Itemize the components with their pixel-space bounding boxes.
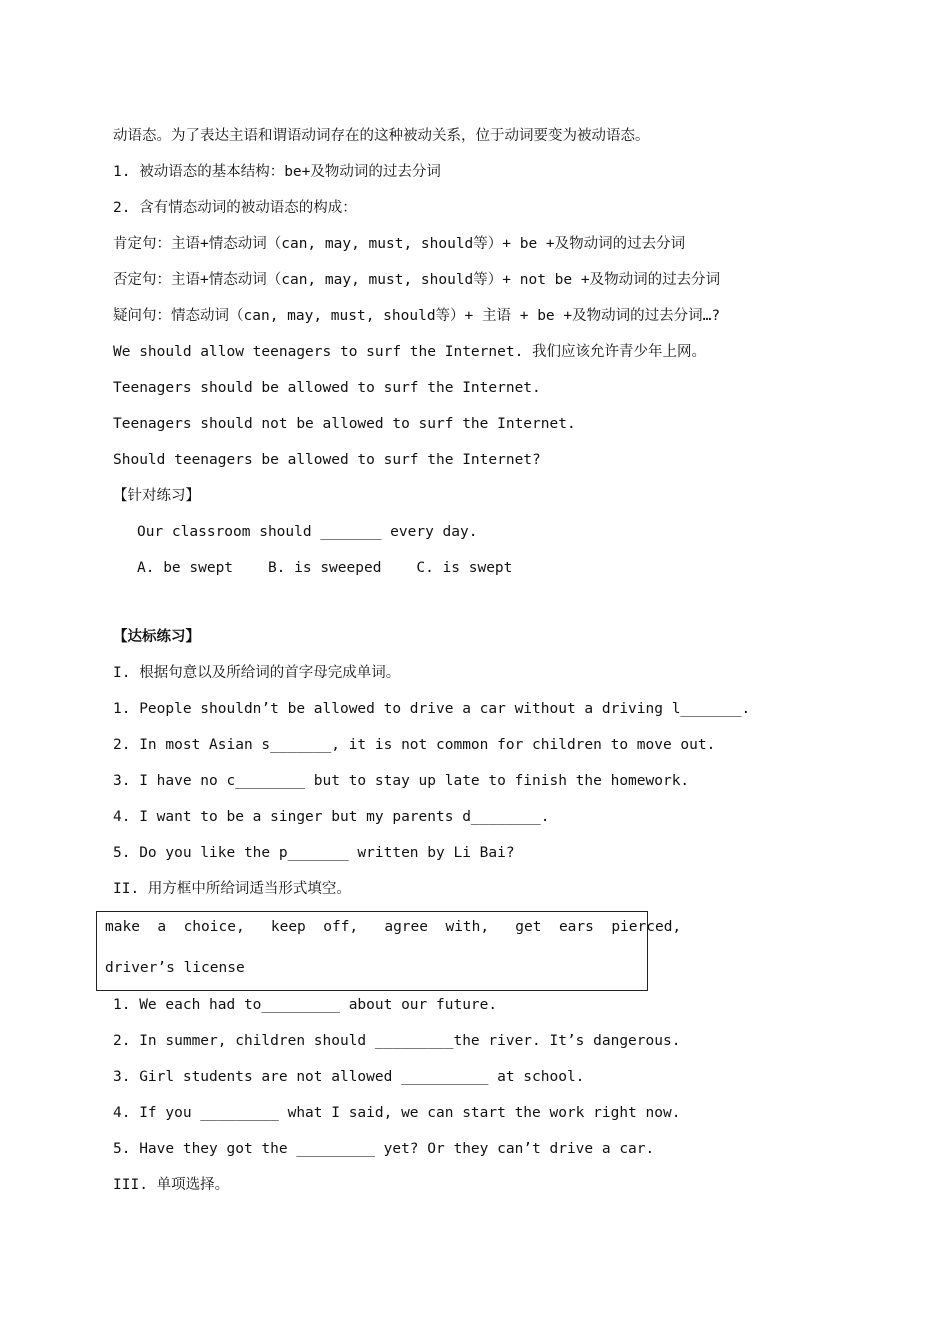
section-3-title: III. 单项选择。 — [113, 1177, 230, 1193]
structure-rule-1: 1. 被动语态的基本结构：be+及物动词的过去分词 — [113, 164, 441, 180]
structure-rule-2: 2. 含有情态动词的被动语态的构成： — [113, 200, 357, 216]
practice-options: A. be swept B. is sweeped C. is swept — [137, 560, 513, 576]
section-2-item-1: 1. We each had to_________ about our future. — [113, 997, 498, 1013]
section-2-item-5: 5. Have they got the _________ yet? Or they can’t drive a car. — [113, 1141, 655, 1157]
section-1-item-1: 1. People shouldn’t be allowed to drive a car without a driving l_______. — [113, 701, 751, 717]
exercise-heading: 【达标练习】 — [113, 629, 200, 645]
example-passive: Teenagers should be allowed to surf the Internet. — [113, 380, 541, 396]
word-box-line-2: driver’s license — [105, 960, 245, 976]
section-2-title: II. 用方框中所给词适当形式填空。 — [113, 881, 351, 897]
word-box-line-1: make a choice, keep off, agree with, get ears pierced, — [105, 919, 682, 935]
section-1-title: I. 根据句意以及所给词的首字母完成单词。 — [113, 665, 401, 681]
practice-heading: 【针对练习】 — [113, 488, 200, 504]
negative-rule: 否定句：主语+情态动词（can, may, must, should等）+ not be +及物动词的过去分词 — [113, 272, 721, 288]
section-1-item-4: 4. I want to be a singer but my parents d________. — [113, 809, 550, 825]
section-1-item-5: 5. Do you like the p_______ written by Li Bai? — [113, 845, 515, 861]
section-1-item-3: 3. I have no c________ but to stay up late to finish the homework. — [113, 773, 690, 789]
section-2-item-4: 4. If you _________ what I said, we can start the work right now. — [113, 1105, 681, 1121]
question-rule: 疑问句：情态动词（can, may, must, should等）+ 主语 + be +及物动词的过去分词…? — [113, 308, 721, 324]
example-negative: Teenagers should not be allowed to surf the Internet. — [113, 416, 576, 432]
section-1-item-2: 2. In most Asian s_______, it is not common for children to move out. — [113, 737, 716, 753]
word-box — [96, 911, 682, 991]
section-2-item-3: 3. Girl students are not allowed __________ at school. — [113, 1069, 585, 1085]
intro-text: 动语态。为了表达主语和谓语动词存在的这种被动关系，位于动词要变为被动语态。 — [113, 128, 650, 144]
section-2-item-2: 2. In summer, children should _________the river. It’s dangerous. — [113, 1033, 681, 1049]
affirmative-rule: 肯定句：主语+情态动词（can, may, must, should等）+ be +及物动词的过去分词 — [113, 236, 686, 252]
example-question: Should teenagers be allowed to surf the Internet? — [113, 452, 541, 468]
practice-question: Our classroom should _______ every day. — [137, 524, 478, 540]
example-active: We should allow teenagers to surf the Internet. 我们应该允许青少年上网。 — [113, 344, 707, 360]
